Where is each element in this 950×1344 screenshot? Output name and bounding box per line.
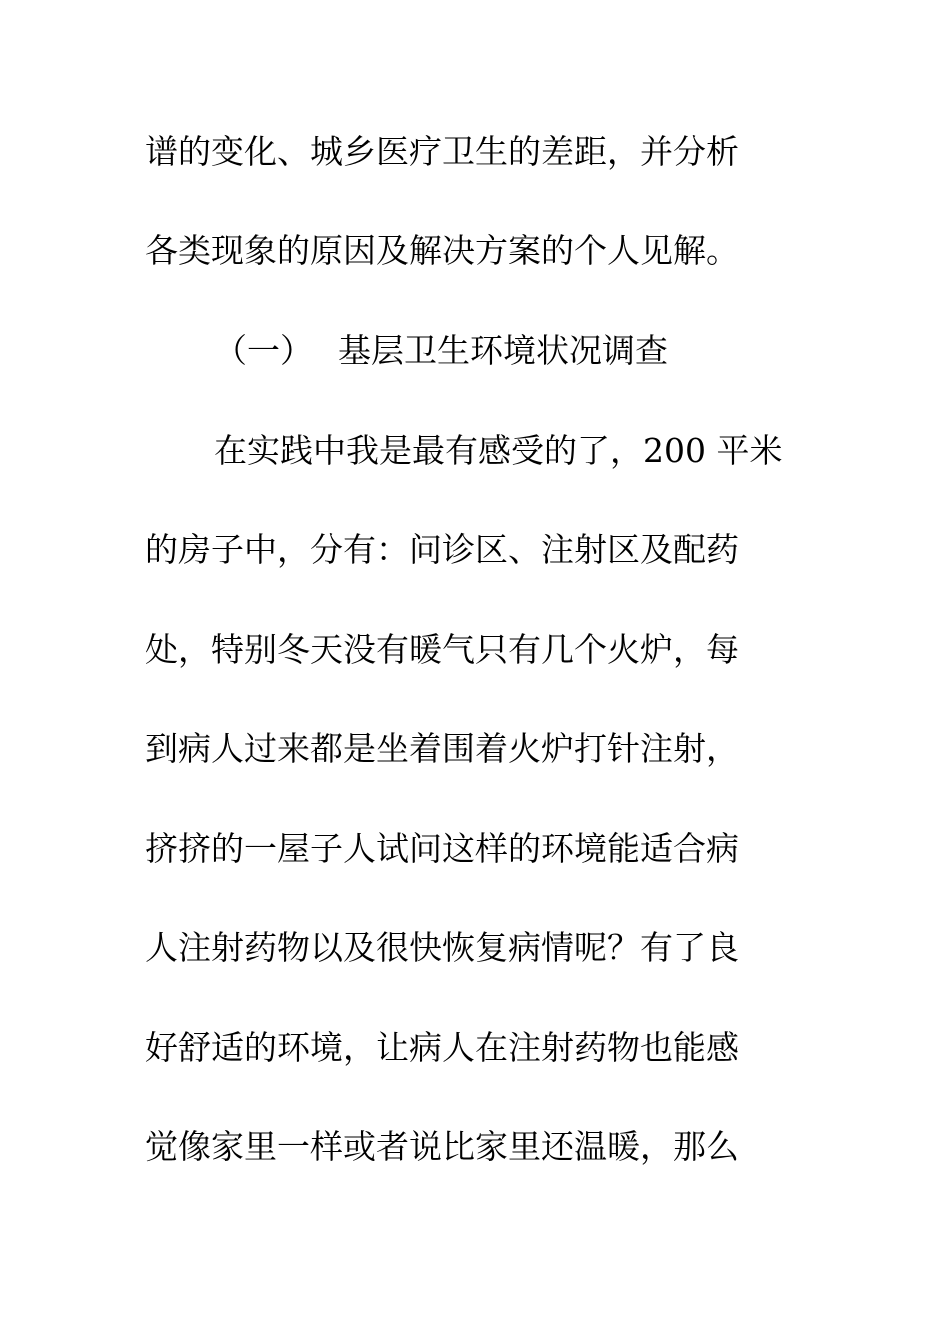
- paragraph-line-8: 觉像家里一样或者说比家里还温暖，那么: [145, 1127, 739, 1166]
- text-line-2: 各类现象的原因及解决方案的个人见解。: [145, 231, 739, 270]
- paragraph-line-3: 处，特别冬天没有暖气只有几个火炉，每: [145, 630, 739, 669]
- paragraph-line-1: 在实践中我是最有感受的了，200 平米: [214, 431, 783, 470]
- paragraph-line-4: 到病人过来都是坐着围着火炉打针注射，: [145, 729, 739, 768]
- paragraph-line-2: 的房子中，分有：问诊区、注射区及配药: [145, 530, 739, 569]
- section-heading: [214, 326, 894, 376]
- paragraph-line-7: 好舒适的环境，让病人在注射药物也能感: [145, 1028, 739, 1067]
- section-title: 基层卫生环境状况调查: [338, 331, 668, 370]
- text-line-1: 谱的变化、城乡医疗卫生的差距，并分析: [145, 132, 739, 171]
- paragraph-line-6: 人注射药物以及很快恢复病情呢？有了良: [145, 928, 739, 967]
- section-number: （一）: [214, 331, 313, 370]
- paragraph-line-5: 挤挤的一屋子人试问这样的环境能适合病: [145, 829, 739, 868]
